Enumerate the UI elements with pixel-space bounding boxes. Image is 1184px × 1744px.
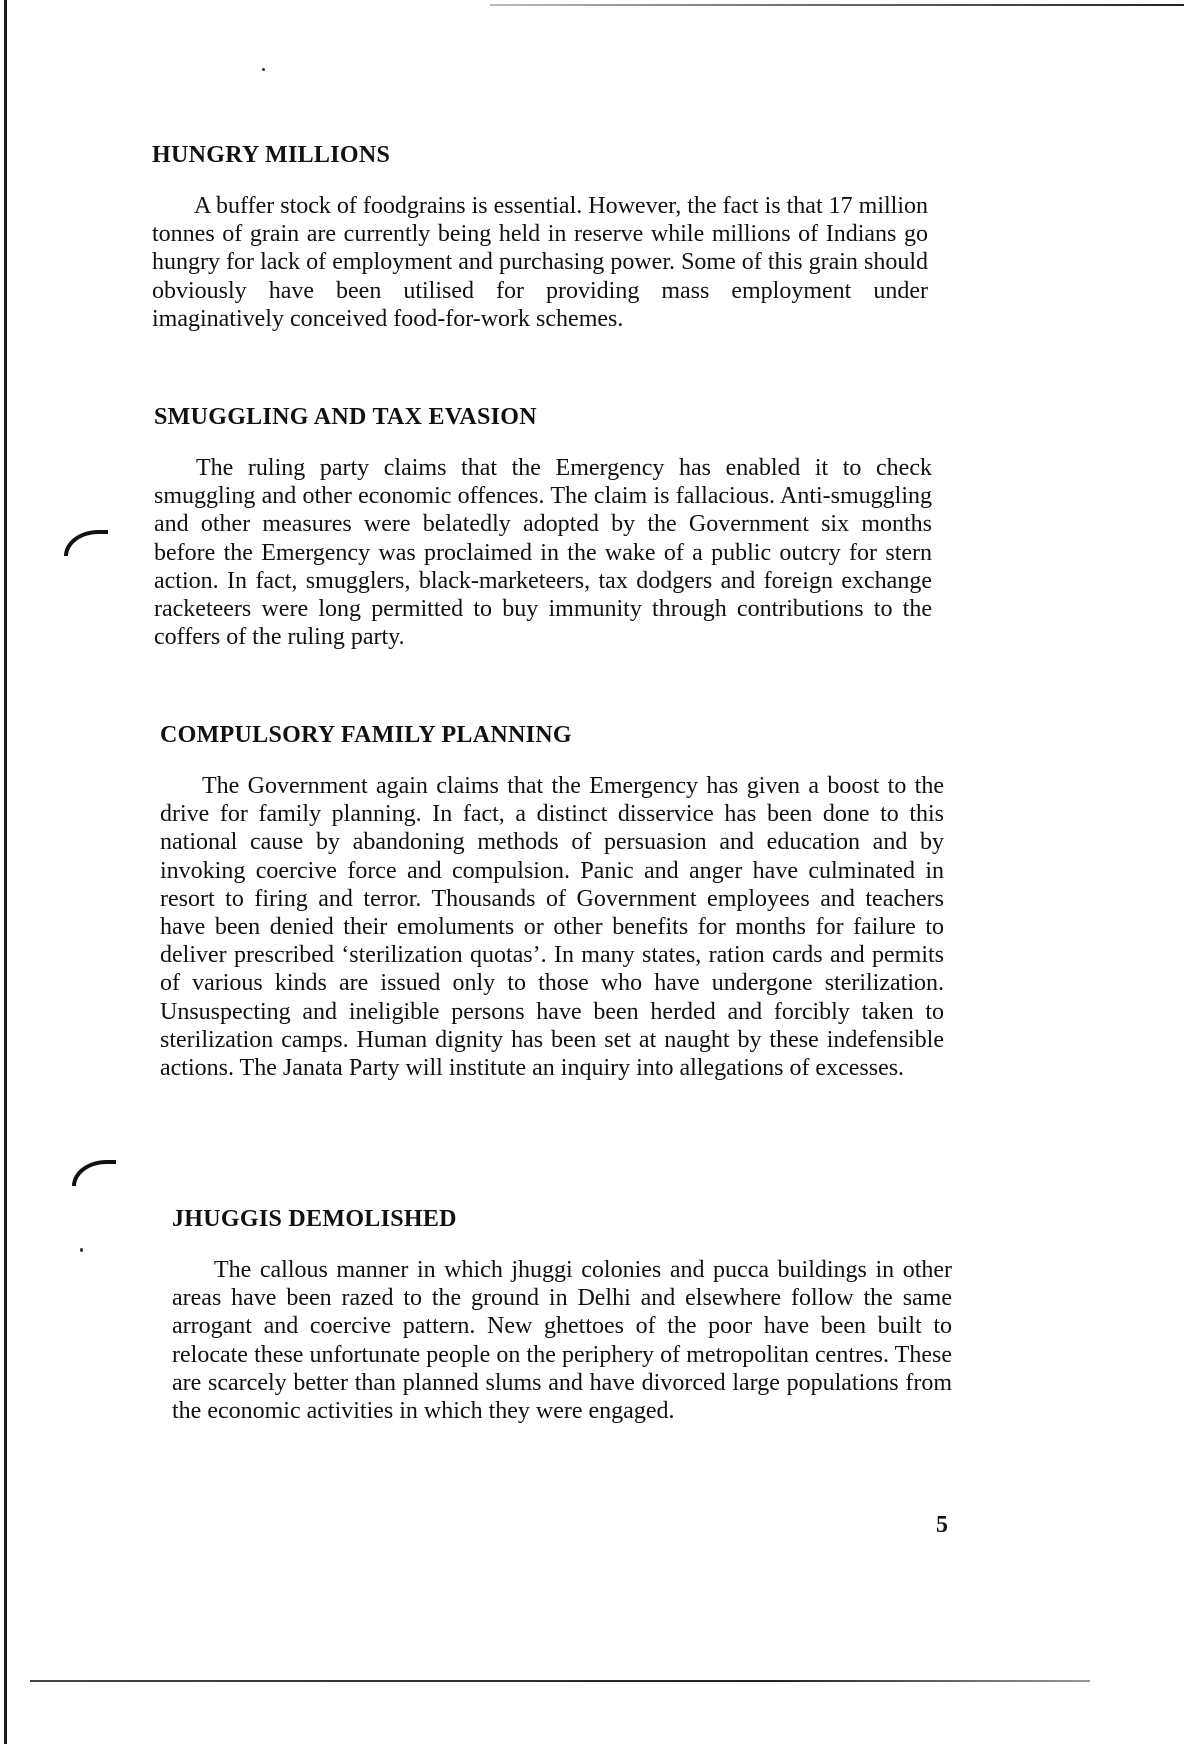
page-bottom-edge <box>30 1680 1090 1682</box>
page-left-edge <box>4 0 7 1744</box>
section-heading: JHUGGIS DEMOLISHED <box>172 1206 457 1232</box>
section-smuggling <box>154 402 932 651</box>
section-heading: HUNGRY MILLIONS <box>152 142 391 168</box>
section-family-planning <box>160 720 944 1082</box>
margin-mark <box>64 530 108 556</box>
section-jhuggis <box>172 1204 952 1425</box>
section-paragraph: The ruling party claims that the Emergency has enabled it to check smuggling and other economic offences. The claim is fallacious. Anti-smuggling and other measures were belatedly adopted by the Government six months before the Emergency was proclaimed in the wake of a public outcry for stern action. In fact, smugglers, black-marketeers, tax dodgers and foreign exchange racketeers were long permitted to buy immunity through contributions to the coffers of the ruling party. <box>154 455 932 651</box>
section-heading: SMUGGLING AND TAX EVASION <box>154 404 537 430</box>
section-heading: COMPULSORY FAMILY PLANNING <box>160 722 572 748</box>
page-number: 5 <box>936 1512 948 1538</box>
section-hungry-millions <box>152 140 928 333</box>
section-paragraph: A buffer stock of foodgrains is essential. However, the fact is that 17 million tonnes of grain are currently being held in reserve while millions of Indians go hungry for lack of employment and purchasing power. Some of this grain should obviously have been utilised for providing mass employment under imaginatively conceived food-for-work schemes. <box>152 193 928 332</box>
speck <box>80 1248 83 1252</box>
section-paragraph: The callous manner in which jhuggi colonies and pucca buildings in other areas have been razed to the ground in Delhi and elsewhere follow the same arrogant and coercive pattern. New ghettoes of the poor have been built to relocate these unfortunate people on the periphery of metropolitan centres. These are scarcely better than planned slums and have divorced large populations from the economic activities in which they were engaged. <box>172 1257 952 1425</box>
margin-mark <box>72 1160 116 1186</box>
speck <box>262 68 265 71</box>
page-top-edge <box>490 4 1184 6</box>
section-paragraph: The Government again claims that the Emergency has given a boost to the drive for family planning. In fact, a distinct disservice has been done to this national cause by abandoning methods of persuasion and education and by invoking coercive force and compulsion. Panic and anger have culminated in resort to firing and terror. Thousands of Government employees and teachers have been denied their emoluments or other benefits for months for failure to deliver prescribed ‘sterilization quotas’. In many states, ration cards and permits of various kinds are issued only to those who have undergone sterilization. Unsuspecting and ineligible persons have been herded and forcibly taken to sterilization camps. Human dignity has been set at naught by these indefensible actions. The Janata Party will institute an inquiry into allegations of excesses. <box>160 773 944 1082</box>
